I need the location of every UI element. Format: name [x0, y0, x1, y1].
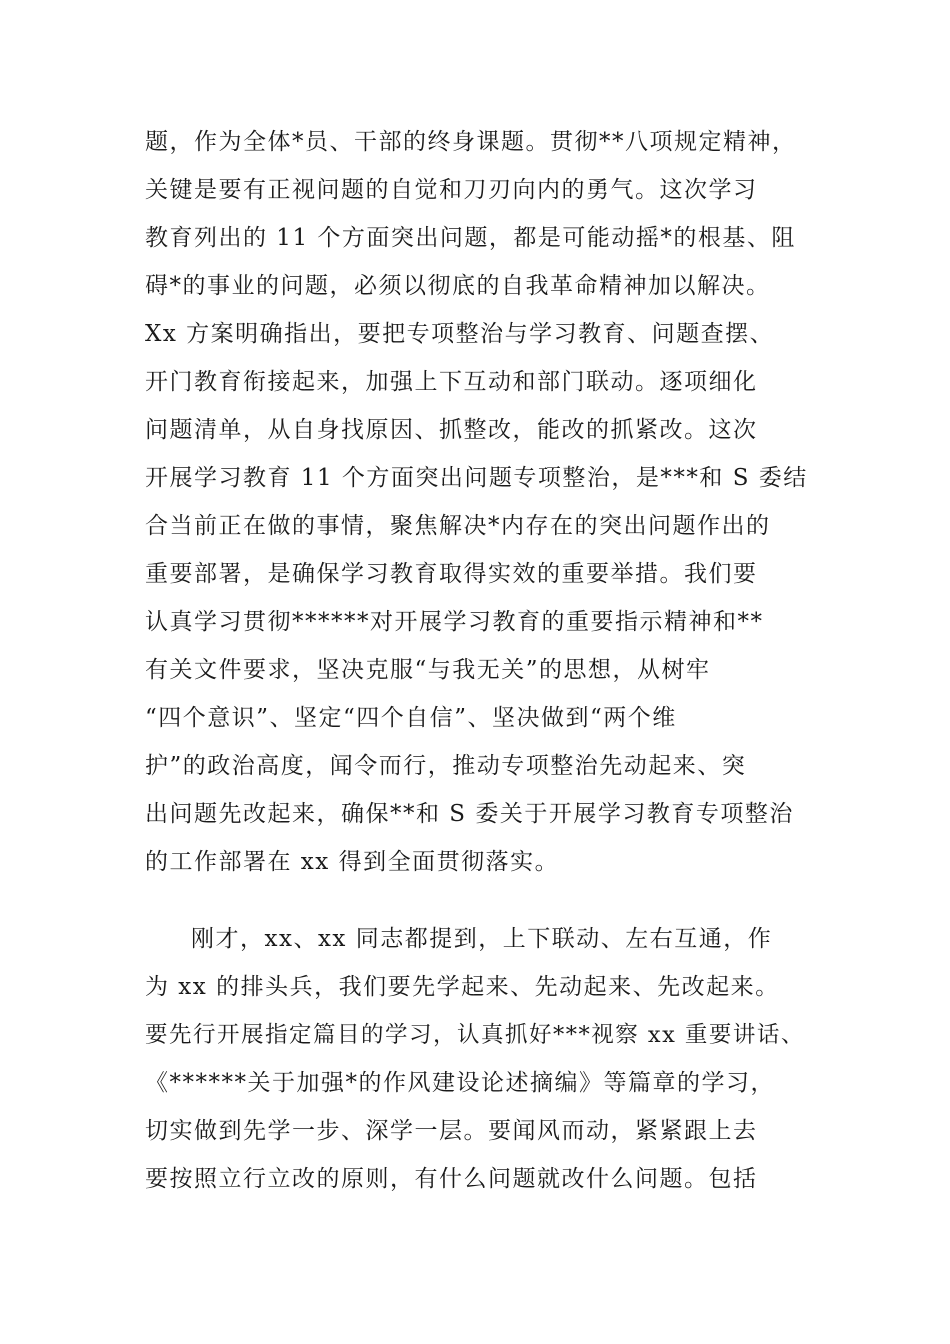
paragraph-2: [145, 915, 815, 1203]
text-line: 的工作部署在 xx 得到全面贯彻落实。: [145, 849, 560, 875]
text-line: 碍*的事业的问题，必须以彻底的自我革命精神加以解决。: [145, 273, 771, 299]
text-line: 开展学习教育 11 个方面突出问题专项整治，是***和 S 委结: [145, 465, 808, 491]
text-line: 为 xx 的排头兵，我们要先学起来、先动起来、先改起来。: [145, 974, 780, 1000]
text-line: 刚才，xx、xx 同志都提到，上下联动、左右互通，作: [191, 926, 773, 952]
text-line: 切实做到先学一步、深学一层。要闻风而动，紧紧跟上去: [145, 1118, 758, 1144]
text-line: 护”的政治高度，闻令而行，推动专项整治先动起来、突: [145, 753, 747, 779]
text-line: 有关文件要求，坚决克服“与我无关”的思想，从树牢: [145, 657, 711, 683]
text-line: 认真学习贯彻******对开展学习教育的重要指示精神和**: [145, 609, 764, 635]
text-line: 教育列出的 11 个方面突出问题，都是可能动摇*的根基、阻: [145, 225, 796, 251]
text-line: 重要部署，是确保学习教育取得实效的重要举措。我们要: [145, 561, 758, 587]
paragraph-1: [145, 118, 815, 886]
text-line: 开门教育衔接起来，加强上下互动和部门联动。逐项细化: [145, 369, 758, 395]
text-line: 合当前正在做的事情，聚焦解决*内存在的突出问题作出的: [145, 513, 771, 539]
text-line: 问题清单，从自身找原因、抓整改，能改的抓紧改。这次: [145, 417, 758, 443]
text-line: “四个意识”、坚定“四个自信”、坚决做到“两个维: [145, 705, 677, 731]
text-line: 出问题先改起来，确保**和 S 委关于开展学习教育专项整治: [145, 801, 794, 827]
text-line: 题，作为全体*员、干部的终身课题。贯彻**八项规定精神，: [145, 129, 797, 155]
text-line: Xx 方案明确指出，要把专项整治与学习教育、问题查摆、: [145, 321, 775, 347]
text-line: 《******关于加强*的作风建设论述摘编》等篇章的学习，: [145, 1070, 775, 1096]
text-line: 要先行开展指定篇目的学习，认真抓好***视察 xx 重要讲话、: [145, 1022, 805, 1048]
text-line: 要按照立行立改的原则，有什么问题就改什么问题。包括: [145, 1166, 758, 1192]
text-line: 关键是要有正视问题的自觉和刀刃向内的勇气。这次学习: [145, 177, 758, 203]
